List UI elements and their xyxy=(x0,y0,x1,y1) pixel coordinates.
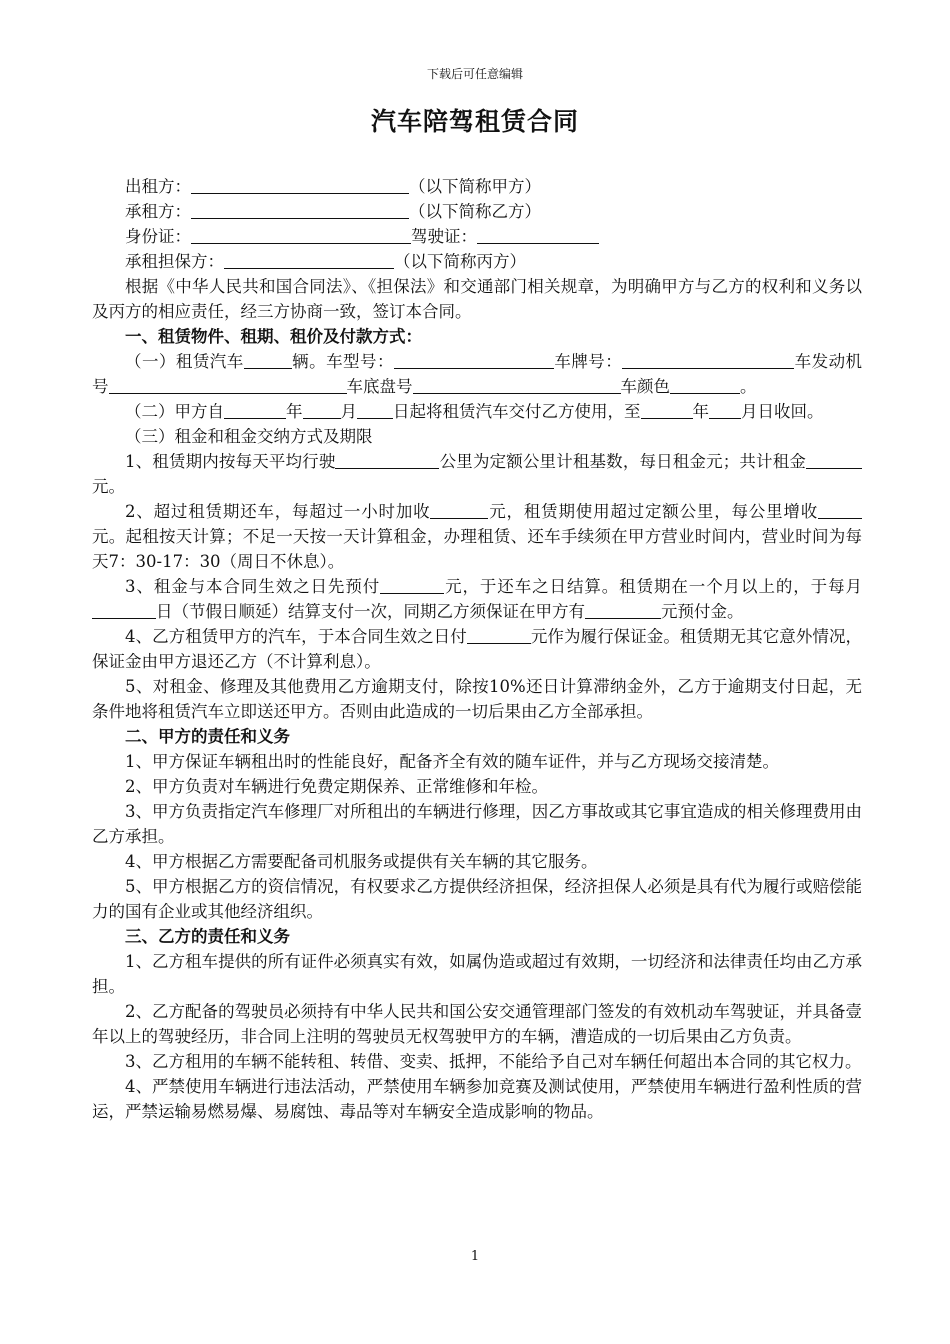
s1-clause-3-c: 日（节假日顺延）结算支付一次，同期乙方须保证在甲方有 xyxy=(156,602,585,621)
lessor-suffix: （以下简称甲方） xyxy=(409,177,541,196)
plate-number-blank[interactable] xyxy=(622,350,794,369)
guarantor-line xyxy=(92,249,862,274)
s1-clause-1-b: 公里为定额公里计租基数，每日租金元；共计租金 xyxy=(439,452,806,471)
page-number: 1 xyxy=(470,1249,480,1264)
s3-clause-2: 2、乙方配备的驾驶员必须持有中华人民共和国公安交通管理部门签发的有效机动车驾驶证，并具备壹年以上的驾驶经历，非合同上注明的驾驶员无权驾驶甲方的车辆，漕造成的一切后果由乙方负责。 xyxy=(92,1002,862,1046)
s1-item2-f: 月日收回。 xyxy=(741,402,824,421)
id-line xyxy=(92,224,862,249)
s1-item1-f: 车颜色 xyxy=(620,377,670,396)
s1-item2-c: 月 xyxy=(340,402,357,421)
lessee-suffix: （以下简称乙方） xyxy=(409,202,541,221)
id-label: 身份证： xyxy=(125,227,191,246)
contract-body xyxy=(92,174,862,1124)
hourly-surcharge-blank[interactable] xyxy=(430,500,488,519)
document-title: 汽车陪驾租赁合同 xyxy=(370,107,579,136)
s1-clause-4-a: 4、乙方租赁甲方的汽车，于本合同生效之日付 xyxy=(125,627,467,646)
s1-clause-1 xyxy=(92,449,862,499)
s1-clause-1-a: 1、租赁期内按每天平均行驶 xyxy=(125,452,336,471)
start-day-blank[interactable] xyxy=(357,400,393,419)
s2-clause-1: 1、甲方保证车辆租出时的性能良好，配备齐全有效的随车证件，并与乙方现场交接清楚。 xyxy=(125,752,779,771)
start-month-blank[interactable] xyxy=(303,400,341,419)
s1-item1-c: 车牌号： xyxy=(553,352,623,371)
car-count-blank[interactable] xyxy=(244,350,292,369)
lessee-label: 承租方： xyxy=(125,202,191,221)
s1-item3-heading: （三）租金和租金交纳方式及期限 xyxy=(125,427,373,446)
s1-clause-3-d: 元预付金。 xyxy=(661,602,744,621)
s2-clause-2: 2、甲方负责对车辆进行免费定期保养、正常维修和年检。 xyxy=(125,777,548,796)
intro-paragraph: 根据《中华人民共和国合同法》、《担保法》和交通部门相关规章，为明确甲方与乙方的权利和义务以及丙方的相应责任，经三方协商一致，签订本合同。 xyxy=(92,277,862,321)
s1-clause-3-a: 3、租金与本合同生效之日先预付 xyxy=(125,577,381,596)
guarantor-blank[interactable] xyxy=(224,250,394,269)
lessee-line xyxy=(92,199,862,224)
deposit-blank[interactable] xyxy=(467,625,531,644)
license-blank[interactable] xyxy=(477,225,599,244)
s1-clause-2-c: 元。起租按天计算；不足一天按一天计算租金，办理租赁、还车手续须在甲方营业时间内，营业时间为每天7：30-17：30（周日不休息）。 xyxy=(92,527,862,571)
advance-amount-blank[interactable] xyxy=(585,600,661,619)
daily-km-blank[interactable] xyxy=(335,450,439,469)
guarantor-label: 承租担保方： xyxy=(125,252,224,271)
total-rent-blank[interactable] xyxy=(806,450,862,469)
s2-clause-4: 4、甲方根据乙方需要配备司机服务或提供有关车辆的其它服务。 xyxy=(125,852,598,871)
s1-item2-e: 年 xyxy=(692,402,709,421)
section-3-heading: 三、乙方的责任和义务 xyxy=(125,927,290,946)
s1-item1-e: 车底盘号 xyxy=(346,377,413,396)
s1-clause-2-a: 2、超过租赁期还车，每超过一小时加收 xyxy=(125,502,431,521)
guarantor-suffix: （以下简称丙方） xyxy=(394,252,526,271)
s1-item1-d: 车发动机号 xyxy=(92,352,863,396)
s1-item2-a: （二）甲方自 xyxy=(125,402,224,421)
header-note: 下载后可任意编辑 xyxy=(426,67,523,81)
s1-item2-d: 日起将租赁汽车交付乙方使用，至 xyxy=(393,402,641,421)
end-month-blank[interactable] xyxy=(709,400,741,419)
s1-clause-3 xyxy=(92,574,862,624)
settlement-day-blank[interactable] xyxy=(92,600,156,619)
start-year-blank[interactable] xyxy=(224,400,286,419)
s1-item1 xyxy=(92,349,862,399)
engine-number-blank[interactable] xyxy=(109,375,347,394)
s3-clause-3: 3、乙方租用的车辆不能转租、转借、变卖、抵押，不能给予自己对车辆任何超出本合同的其它权力。 xyxy=(125,1052,862,1071)
s1-clause-5: 5、对租金、修理及其他费用乙方逾期支付，除按10%还日计算滞纳金外，乙方于逾期支付日起，无条件地将租赁汽车立即送还甲方。否则由此造成的一切后果由乙方全部承担。 xyxy=(92,677,862,721)
section-1-heading: 一、租赁物件、租期、租价及付款方式： xyxy=(125,327,422,346)
s1-clause-2 xyxy=(92,499,862,574)
s1-item1-g: 。 xyxy=(740,377,757,396)
s1-item2-b: 年 xyxy=(286,402,303,421)
s2-clause-5: 5、甲方根据乙方的资信情况，有权要求乙方提供经济担保，经济担保人必须是具有代为履行或赔偿能力的国有企业或其他经济组织。 xyxy=(92,877,862,921)
car-model-blank[interactable] xyxy=(394,350,554,369)
s1-clause-4 xyxy=(92,624,862,674)
chassis-number-blank[interactable] xyxy=(413,375,621,394)
s1-clause-1-c: 元。 xyxy=(92,477,125,496)
lessor-line xyxy=(92,174,862,199)
per-km-surcharge-blank[interactable] xyxy=(818,500,862,519)
s3-clause-4: 4、严禁使用车辆进行违法活动，严禁使用车辆参加竞赛及测试使用，严禁使用车辆进行盈利性质的营运，严禁运输易燃易爆、易腐蚀、毒品等对车辆安全造成影响的物品。 xyxy=(92,1077,862,1121)
s3-clause-1: 1、乙方租车提供的所有证件必须真实有效，如属伪造或超过有效期，一切经济和法律责任均由乙方承担。 xyxy=(92,952,862,996)
lessee-blank[interactable] xyxy=(191,200,409,219)
s2-clause-3: 3、甲方负责指定汽车修理厂对所租出的车辆进行修理，因乙方事故或其它事宜造成的相关修理费用由乙方承担。 xyxy=(92,802,862,846)
end-year-blank[interactable] xyxy=(641,400,693,419)
s1-clause-2-b: 元，租赁期使用超过定额公里，每公里增收 xyxy=(488,502,819,521)
license-label: 驾驶证： xyxy=(411,227,477,246)
s1-item2 xyxy=(92,399,862,424)
s1-clause-3-b: 元，于还车之日结算。租赁期在一个月以上的，于每月 xyxy=(444,577,863,596)
lessor-blank[interactable] xyxy=(191,175,409,194)
prepay-blank[interactable] xyxy=(380,575,444,594)
s1-clause-4-b: 元作为履行保证金。租赁期无其它意外情况，保证金由甲方退还乙方（不计算利息）。 xyxy=(92,627,863,671)
section-2-heading: 二、甲方的责任和义务 xyxy=(125,727,290,746)
s1-item1-b: 辆。车型号： xyxy=(291,352,394,371)
car-color-blank[interactable] xyxy=(670,375,740,394)
id-blank[interactable] xyxy=(191,225,411,244)
lessor-label: 出租方： xyxy=(125,177,191,196)
s1-item1-a: （一）租赁汽车 xyxy=(125,352,244,371)
